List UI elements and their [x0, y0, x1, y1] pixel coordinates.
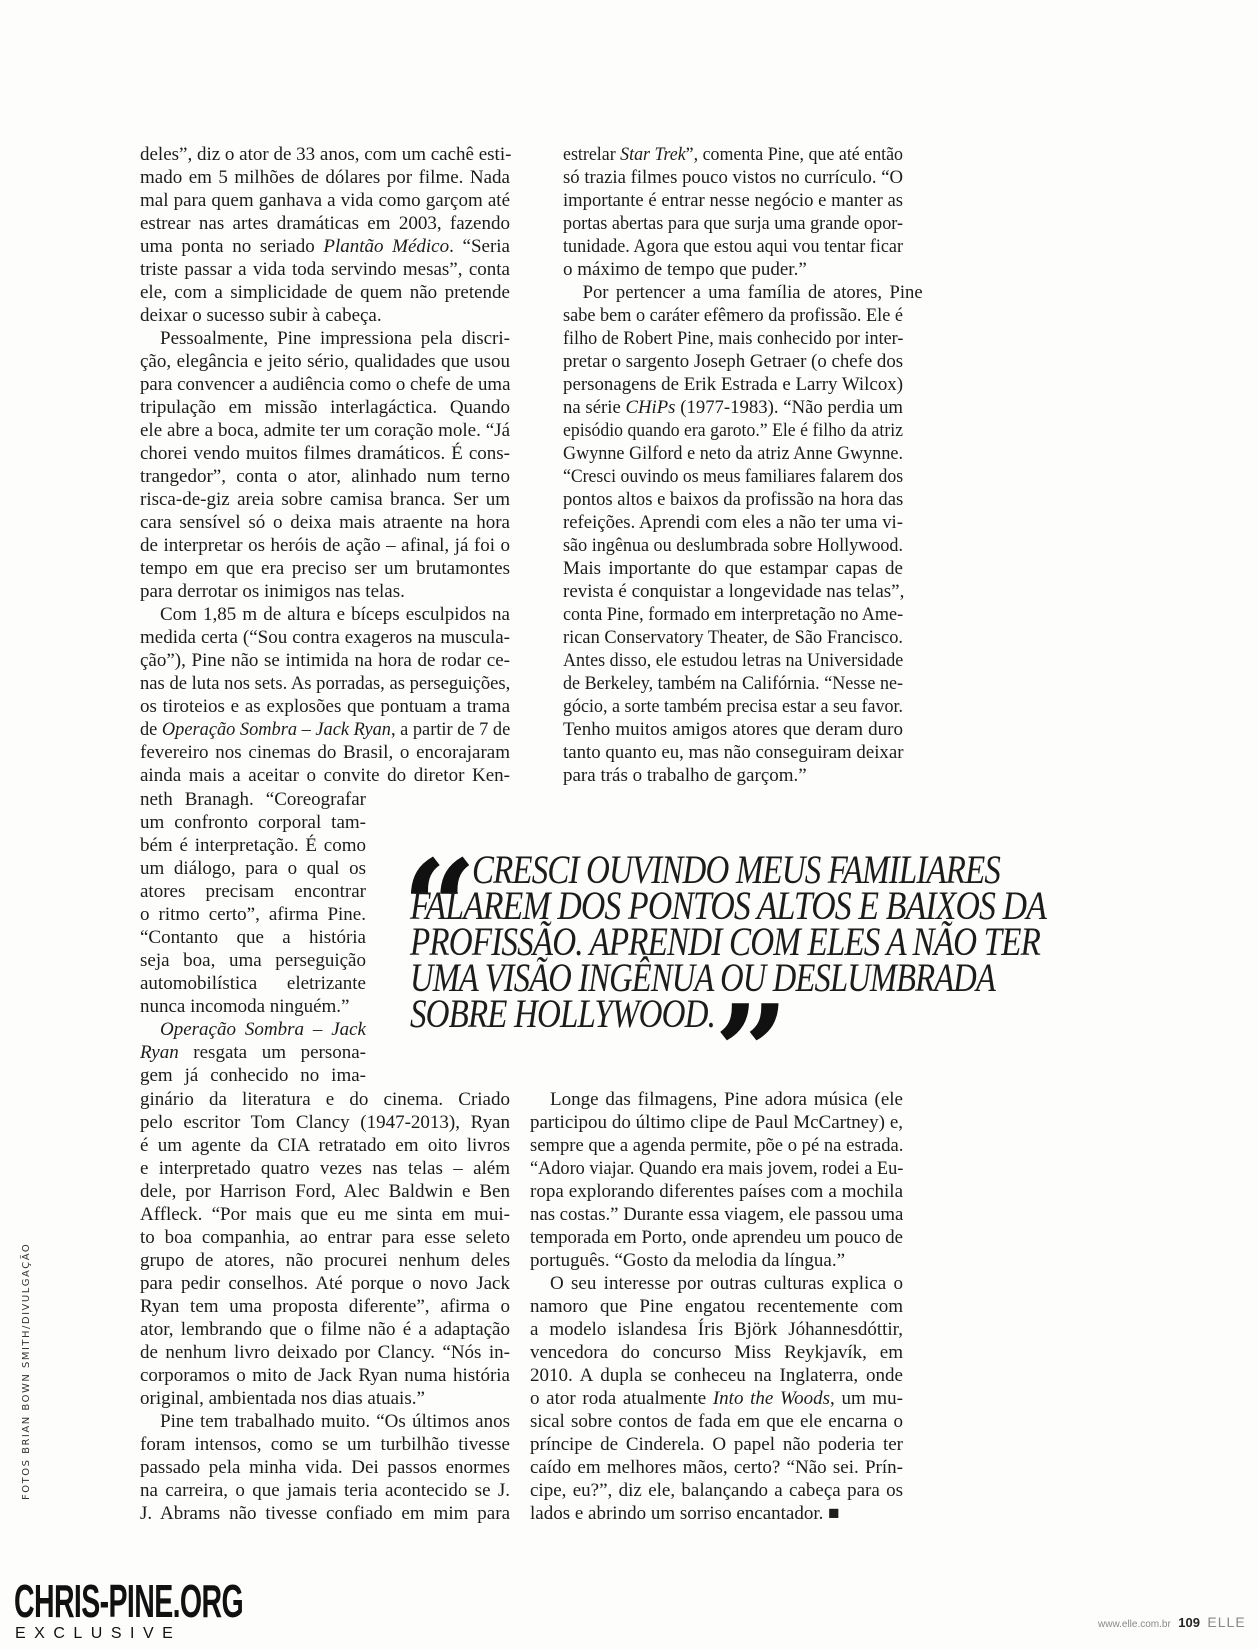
- pull-quote-line: FALAREM DOS PONTOS ALTOS E BAIXOS DA: [410, 883, 1046, 928]
- text-line: cipe, eu?”, diz ele, balançando a cabeça para os: [530, 1480, 903, 1501]
- text-line: Pine tem trabalhado muito. “Os últimos anos: [160, 1411, 510, 1432]
- text-segment: . “Seria: [449, 236, 510, 257]
- text-line: ele abre a boca, admite ter um coração mole. “Já: [140, 420, 510, 441]
- close-quote-mark-box: [714, 976, 789, 1129]
- article-column-right-top: [563, 143, 923, 787]
- text-line: Longe das filmagens, Pine adora música (ele: [550, 1089, 903, 1110]
- text-line: para convencer a audiência como o chefe de uma: [140, 374, 511, 395]
- text-line: de Berkeley, também na Califórnia. “Nesse ne-: [563, 673, 903, 694]
- photo-credit: FOTOS BRIAN BOWN SMITH/DIVULGAÇÃO: [21, 1242, 32, 1500]
- pull-quote-line: UMA VISÃO INGÊNUA OU DESLUMBRADA: [410, 955, 995, 1000]
- text-line: episódio quando era garoto.” Ele é filho da atriz: [563, 420, 903, 441]
- text-line: passado pela minha vida. Dei passos enormes: [140, 1457, 510, 1478]
- text-line: Affleck. “Por mais que eu me sinta em mui-: [140, 1204, 510, 1225]
- italic-title: Into the Woods: [712, 1388, 831, 1409]
- watermark-subtitle: EXCLUSIVE: [15, 1625, 182, 1642]
- text-line: automobilística eletrizante: [140, 973, 366, 994]
- article-column-left-bottom: [140, 1088, 510, 1525]
- text-segment: , a partir de 7 de: [390, 719, 511, 740]
- text-line: Pessoalmente, Pine impressiona pela discri-: [160, 328, 510, 349]
- text-line: para pedir conselhos. Até porque o novo Jack: [140, 1273, 510, 1294]
- text-line: chorei vendo muitos filmes dramáticos. É cons-: [140, 443, 510, 464]
- text-line: português. “Gosto da melodia da língua.”: [530, 1250, 846, 1271]
- text-line: são ingênua ou deslumbrada sobre Hollywood.: [563, 535, 903, 556]
- text-line: tanto quanto eu, mas não conseguiram deixar: [563, 742, 904, 763]
- text-line: príncipe de Cinderela. O papel não poderia ter: [530, 1434, 903, 1455]
- pull-quote-line: SOBRE HOLLYWOOD.: [410, 991, 715, 1036]
- text-line: estrear nas artes dramáticas em 2003, fazendo: [140, 213, 510, 234]
- text-line: bém é interpretação. É como: [140, 835, 366, 856]
- text-line: O seu interesse por outras culturas explica o: [550, 1273, 903, 1294]
- text-line: fevereiro nos cinemas do Brasil, o encorajaram: [140, 742, 510, 763]
- text-line: pretar o sargento Joseph Getraer (o chefe dos: [563, 351, 904, 372]
- text-line: refeições. Aprendi com eles a não ter uma vi-: [563, 512, 903, 533]
- text-line: ção”), Pine não se intimida na hora de rodar ce-: [140, 650, 510, 671]
- text-line: sabe bem o caráter efêmero da profissão. Ele é: [563, 305, 903, 326]
- text-line: revista é conquistar a longevidade nas telas”,: [563, 581, 905, 602]
- text-line: Tenho muitos amigos atores que deram duro: [563, 719, 903, 740]
- text-line: temporada em Porto, onde aprendeu um pouco de: [530, 1227, 903, 1248]
- text-line: Mais importante do que estampar capas de: [563, 558, 903, 579]
- article-column-left-narrow: [140, 788, 366, 1087]
- text-line: “Adoro viajar. Quando era mais jovem, rodei a Eu-: [530, 1158, 904, 1179]
- text-line: conta Pine, formado em interpretação no Ame-: [563, 604, 904, 625]
- text-line: importante é entrar nesse negócio e manter as: [563, 190, 903, 211]
- text-line: mado em 5 milhões de dólares por filme. Nada: [140, 167, 510, 188]
- text-line: “Cresci ouvindo os meus familiares falarem dos: [563, 466, 904, 487]
- text-segment: na série: [563, 397, 626, 418]
- text-line: vencedora do concurso Miss Reykjavík, em: [530, 1342, 903, 1363]
- text-segment: de: [140, 719, 162, 740]
- text-line: “Contanto que a história: [140, 927, 366, 948]
- text-line: deles”, diz o ator de 33 anos, com um cachê esti-: [140, 144, 512, 165]
- text-segment: uma ponta no seriado: [140, 236, 324, 257]
- text-line: gem já conhecido no ima-: [140, 1065, 366, 1086]
- text-line: atores precisam encontrar: [140, 881, 366, 902]
- watermark-logo: CHRIS-PINE.ORG: [14, 1575, 244, 1627]
- text-line: [563, 396, 903, 419]
- open-quote-mark: “: [402, 831, 477, 984]
- text-line: 2010. A dupla se conheceu na Inglaterra, onde: [530, 1365, 903, 1386]
- text-line: um diálogo, para o qual os: [140, 858, 366, 879]
- text-line: nunca incomoda ninguém.”: [140, 996, 350, 1017]
- text-line: na carreira, o que jamais teria acontecido se J.: [140, 1480, 510, 1501]
- italic-title: Ryan: [140, 1042, 179, 1063]
- text-line: ção, elegância e jeito sério, qualidades que usou: [140, 351, 510, 372]
- text-line: J. Abrams não tivesse confiado em mim para: [140, 1503, 510, 1524]
- text-line: ginário da literatura e do cinema. Criado: [140, 1089, 510, 1110]
- text-line: ator, lembrando que o filme não é a adaptação: [140, 1319, 510, 1340]
- text-line: trangedor”, conta o ator, alinhado num terno: [140, 466, 510, 487]
- text-line: Ryan tem uma proposta diferente”, afirma o: [140, 1296, 510, 1317]
- text-line: portas abertas para que surja uma grande opor-: [563, 213, 903, 234]
- text-line: Com 1,85 m de altura e bíceps esculpidos na: [160, 604, 510, 625]
- text-segment: (1977-1983). “Não perdia um: [675, 397, 903, 418]
- italic-title: Plantão Médico: [323, 236, 450, 257]
- text-line: para trás o trabalho de garçom.”: [563, 765, 807, 786]
- text-line: tunidade. Agora que estou aqui vou tentar ficar: [563, 236, 903, 257]
- text-line: pontos altos e baixos da profissão na hora das: [563, 489, 904, 510]
- text-line: só trazia filmes pouco vistos no currículo. “O: [563, 167, 904, 188]
- text-line: Gwynne Gilford e neto da atriz Anne Gwynne.: [563, 443, 903, 464]
- text-line: para derrotar os inimigos nas telas.: [140, 581, 405, 602]
- text-line: risca-de-giz areia sobre camisa branca. Ser um: [140, 489, 510, 510]
- text-line: ele, com a simplicidade de quem não pretende: [140, 282, 510, 303]
- text-line: rican Conservatory Theater, de São Francisco.: [563, 627, 903, 648]
- text-line: tripulação em missão interlagáctica. Quando: [140, 397, 510, 418]
- text-segment: ”, comenta Pine, que até então: [685, 144, 904, 165]
- text-line: de nenhum livro deixado por Clancy. “Nós in-: [140, 1342, 510, 1363]
- text-line: Por pertencer a uma família de atores, Pine: [582, 282, 923, 303]
- text-line: o máximo de tempo que puder.”: [563, 259, 807, 280]
- text-line: ainda mais a aceitar o convite do diretor Ken-: [140, 765, 510, 786]
- text-line: [140, 1018, 366, 1041]
- text-line: sical sobre contos de fada em que ele encarna o: [530, 1411, 903, 1432]
- text-segment: o ator roda atualmente: [530, 1388, 713, 1409]
- text-line: [530, 1387, 903, 1410]
- text-line: os tiroteios e as explosões que pontuam a trama: [140, 696, 510, 717]
- text-line: lados e abrindo um sorriso encantador. ■: [530, 1503, 840, 1524]
- text-line: mal para quem ganhava a vida como garçom até: [140, 190, 510, 211]
- text-line: pelo escritor Tom Clancy (1947-2013), Ryan: [140, 1112, 510, 1133]
- text-line: [140, 1041, 366, 1064]
- text-line: corporamos o mito de Jack Ryan numa história: [140, 1365, 510, 1386]
- text-line: um confronto corporal tam-: [140, 812, 366, 833]
- text-line: gócio, a sorte também precisa estar a seu favor.: [563, 696, 903, 717]
- text-line: [563, 143, 903, 166]
- text-line: a modelo islandesa Íris Björk Jóhannesdóttir,: [530, 1319, 903, 1340]
- italic-title: Star Trek: [620, 144, 686, 165]
- italic-title: CHiPs: [625, 397, 676, 418]
- text-line: original, ambientada nos dias atuais.”: [140, 1388, 425, 1409]
- text-line: nas de luta nos sets. As porradas, as perseguições,: [140, 673, 511, 694]
- italic-title: Operação Sombra – Jack Ryan: [161, 719, 391, 740]
- text-line: participou do último clipe de Paul McCartney) e,: [530, 1112, 903, 1133]
- text-line: caído em melhores mãos, certo? “Não sei. Prín-: [530, 1457, 903, 1478]
- text-line: [140, 718, 510, 741]
- close-quote-mark: ”: [714, 976, 789, 1129]
- article-column-right-bottom: [530, 1088, 903, 1525]
- text-segment: resgata um persona-: [178, 1042, 366, 1063]
- text-line: Antes disso, ele estudou letras na Universidade: [563, 650, 904, 671]
- text-line: tempo em que era preciso ser um brutamontes: [140, 558, 510, 579]
- text-line: deixar o sucesso subir à cabeça.: [140, 305, 382, 326]
- text-line: o ritmo certo”, afirma Pine.: [140, 904, 366, 925]
- text-line: namoro que Pine engatou recentemente com: [530, 1296, 903, 1317]
- article-column-left-top: [140, 143, 510, 787]
- text-line: foram intensos, como se um turbilhão tivesse: [140, 1434, 510, 1455]
- text-line: medida certa (“Sou contra exageros na muscula-: [140, 627, 510, 648]
- italic-title: Operação Sombra – Jack: [160, 1019, 366, 1040]
- pull-quote-line: CRESCI OUVINDO MEUS FAMILIARES: [472, 847, 1000, 892]
- text-line: é um agente da CIA retratado em oito livros: [140, 1135, 510, 1156]
- text-segment: , um mu-: [830, 1388, 904, 1409]
- text-line: [140, 235, 510, 258]
- text-line: triste passar a vida toda servindo mesas”, conta: [140, 259, 510, 280]
- text-line: sempre que a agenda permite, põe o pé na estrada.: [530, 1135, 904, 1156]
- text-line: grupo de atores, não procurei nenhum deles: [140, 1250, 510, 1271]
- text-line: ropa explorando diferentes países com a mochila: [530, 1181, 903, 1202]
- text-line: filho de Robert Pine, mais conhecido por inter-: [563, 328, 904, 349]
- text-line: dele, por Harrison Ford, Alec Baldwin e Ben: [140, 1181, 510, 1202]
- text-segment: estrelar: [563, 144, 621, 165]
- page-footer: [1098, 1614, 1246, 1632]
- text-line: neth Branagh. “Coreografar: [140, 789, 366, 810]
- text-line: nas costas.” Durante essa viagem, ele passou uma: [530, 1204, 904, 1225]
- text-line: e interpretado quatro vezes nas telas – além: [140, 1158, 510, 1179]
- footer-url: www.elle.com.br: [1098, 1619, 1171, 1630]
- text-line: cara sensível só o deixa mais atraente na hora: [140, 512, 510, 533]
- text-line: seja boa, uma perseguição: [140, 950, 366, 971]
- text-line: personagens de Erik Estrada e Larry Wilcox): [563, 374, 903, 395]
- text-line: de interpretar os heróis de ação – afinal, já foi o: [140, 535, 510, 556]
- text-line: to boa companhia, ao entrar para esse seleto: [140, 1227, 510, 1248]
- magazine-name: ELLE: [1207, 1614, 1246, 1630]
- page-number: 109: [1178, 1615, 1200, 1630]
- pull-quote-line: PROFISSÃO. APRENDI COM ELES A NÃO TER: [410, 919, 1040, 964]
